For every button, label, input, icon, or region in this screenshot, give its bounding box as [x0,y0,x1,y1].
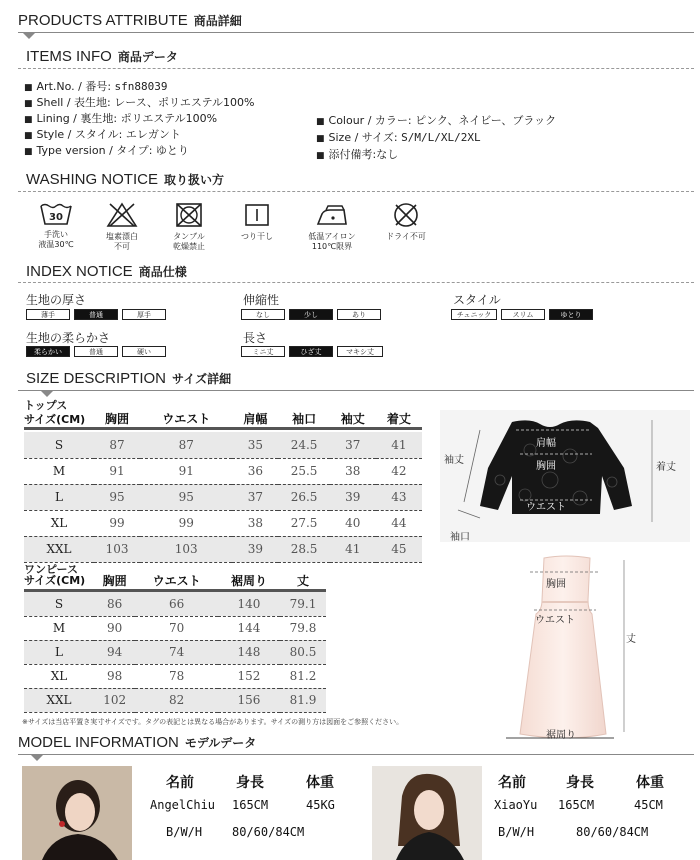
header-notch [22,32,36,39]
wash-item-low-iron [302,202,362,252]
table-row [24,536,422,562]
index-option-selected: ひざ丈 [289,346,333,357]
table-cell: 26.5 [278,484,329,510]
index-label-style: スタイル [453,293,501,307]
info-label: Lining / 裏生地: [36,112,118,125]
index-option: あり [337,309,381,320]
table-cell: XL [24,510,94,536]
wash-item-hand-wash [26,202,86,250]
table-cell: S [24,592,94,616]
dress-diagram [496,552,646,748]
tops-size-table [24,408,422,563]
index-rule [18,282,694,283]
table-cell: 87 [94,432,140,458]
table-row [24,664,326,688]
index-label-length: 長さ [243,331,268,345]
table-cell: 28.5 [278,536,329,562]
model-name: AngelChiu [150,798,216,812]
table-cell: 66 [135,592,218,616]
model-bwh-label: B/W/H [166,825,203,839]
hand-wash-30-icon [39,202,73,226]
table-header-cell: サイズ(CM) [24,412,86,426]
info-value: エレガント [125,128,181,141]
table-cell: 81.9 [280,688,326,712]
table-header-cell: 袖丈 [340,412,365,426]
wash-label: 乾燥禁止 [173,242,205,251]
table-cell: 80.5 [280,640,326,664]
table-cell: 39 [232,536,278,562]
table-header-cell: 肩幅 [243,412,268,426]
table-cell: XXL [24,688,94,712]
table-cell: 95 [94,484,140,510]
table-cell: 25.5 [278,458,329,484]
table-cell: 103 [140,536,232,562]
index-option-selected: 柔らかい [26,346,70,357]
index-option: チュニック [451,309,497,320]
table-cell: 140 [218,592,280,616]
table-cell: 42 [376,458,422,484]
table-cell: 38 [330,458,376,484]
model-bwh: 80/60/84CM [232,825,305,839]
washing-title-en: WASHING NOTICE [26,171,158,188]
table-header-row [24,571,326,589]
index-title-jp: 商品仕様 [138,265,187,279]
info-label: Colour / カラー: [328,114,412,127]
washing-title [26,171,224,188]
table-cell: 43 [376,484,422,510]
page-title [18,12,242,29]
model-header-weight: 体重 [306,775,334,791]
model-photo-xiaoyu [372,766,482,860]
table-header-cell: ウエスト [152,573,201,588]
info-value: レース、ポリエステル100% [114,96,255,109]
table-header-cell: ウエスト [162,412,211,426]
table-cell: 144 [218,616,280,640]
diagram-label-length: 着丈 [656,462,676,473]
table-cell: 74 [135,640,218,664]
table-row [24,688,326,712]
table-cell: 35 [232,432,278,458]
diagram-label-waist: ウエスト [526,502,566,513]
wash-item-hang-dry [227,202,287,242]
table-header-cell: 胸囲 [102,573,127,588]
items-info-title-jp: 商品データ [117,50,178,64]
table-cell: 90 [94,616,135,640]
table-cell: L [24,484,94,510]
table-cell: 79.8 [280,616,326,640]
index-option-selected: ゆとり [549,309,593,320]
table-cell: 94 [94,640,135,664]
info-style: ■ Style / スタイル: エレガント [24,128,181,141]
table-cell: 38 [232,510,278,536]
washing-rule [18,191,694,192]
table-cell: 148 [218,640,280,664]
wash-item-no-tumble [159,202,219,252]
index-option-selected: 普通 [74,309,118,320]
info-label: Size / サイズ: [328,131,398,144]
diagram-label-sleeve: 袖丈 [444,455,464,466]
model-weight: 45CM [634,798,663,812]
table-cell: 41 [376,432,422,458]
table-cell: 44 [376,510,422,536]
wash-temperature-label: 30 [49,212,63,223]
diagram-label-dress-length: 丈 [626,634,636,645]
info-lining: ■ Lining / 裏生地: ポリエステル100% [24,112,218,125]
model-height: 165CM [558,798,595,812]
no-tumble-dry-icon [175,202,203,228]
index-option: ミニ丈 [241,346,285,357]
diagram-label-dress-waist: ウエスト [535,615,575,626]
table-row [24,640,326,664]
wash-label: 塩素漂白 [106,232,138,241]
wash-label: タンブル [173,232,205,241]
table-cell: 91 [140,458,232,484]
info-label: Style / スタイル: [36,128,123,141]
diagram-label-dress-chest: 胸囲 [546,579,566,590]
info-label: Shell / 表生地: [36,96,111,109]
washing-title-jp: 取り扱い方 [163,173,224,187]
model-title-en: MODEL INFORMATION [18,734,179,751]
table-header-row [24,408,422,429]
table-cell: 91 [94,458,140,484]
table-row [24,432,422,458]
table-cell: 24.5 [278,432,329,458]
index-option: スリム [501,309,545,320]
index-label-thickness: 生地の厚さ [26,293,87,307]
table-cell: 86 [94,592,135,616]
table-cell: 98 [94,664,135,688]
items-info-title [26,48,178,65]
table-cell: 103 [94,536,140,562]
items-info-rule [18,68,694,69]
table-cell: 99 [94,510,140,536]
info-value: ピンク、ネイビー、ブラック [415,114,557,127]
table-row [24,592,326,616]
wash-label: 手洗い [44,230,68,239]
table-cell: 78 [135,664,218,688]
header-rule [18,32,694,33]
table-header-cell: 裾周り [230,573,267,588]
info-value: ゆとり [155,144,189,157]
size-rule [18,390,694,391]
size-title [26,370,231,387]
table-cell: 79.1 [280,592,326,616]
index-label-stretch: 伸縮性 [243,293,280,307]
info-value: なし [376,148,399,161]
wash-label: 不可 [114,242,130,251]
model-header-weight: 体重 [636,775,664,791]
index-title [26,263,187,280]
info-value: ポリエステル100% [120,112,218,125]
model-title [18,734,256,751]
no-dry-clean-icon [392,202,420,228]
onepiece-size-table [24,571,326,713]
model-bwh: 80/60/84CM [576,825,649,839]
model-name: XiaoYu [494,798,538,812]
table-header-cell: サイズ(CM) [24,574,86,587]
low-iron-icon [314,202,350,228]
wash-label: 低温アイロン [308,232,356,241]
size-note: ※サイズは当店平置き実寸サイズです。タグの表記とは異なる場合があります。サイズの測り方は図面をご参照ください。 [22,718,404,726]
wash-label: ドライ不可 [386,232,426,241]
table-cell: XL [24,664,94,688]
table-cell: 95 [140,484,232,510]
table-cell: 27.5 [278,510,329,536]
items-info-title-en: ITEMS INFO [26,48,112,65]
table-cell: 40 [330,510,376,536]
size-title-en: SIZE DESCRIPTION [26,370,167,387]
table-cell: M [24,458,94,484]
index-option: 普通 [74,346,118,357]
info-size: ■ Size / サイズ: S/M/L/XL/2XL [316,131,481,144]
model-rule [18,754,694,755]
hang-dry-icon [243,202,271,228]
table-cell: 81.2 [280,664,326,688]
info-type: ■ Type version / タイプ: ゆとり [24,144,189,157]
model-notch [30,754,44,761]
model-header-name: 名前 [498,775,526,791]
info-colour: ■ Colour / カラー: ピンク、ネイビー、ブラック [316,114,557,127]
model-title-jp: モデルデータ [184,736,257,750]
table-cell: 41 [330,536,376,562]
table-cell: 39 [330,484,376,510]
table-cell: 70 [135,616,218,640]
table-cell: L [24,640,94,664]
table-row [24,484,422,510]
table-row [24,458,422,484]
info-value: S/M/L/XL/2XL [401,131,481,144]
model-height: 165CM [232,798,269,812]
model-weight: 45KG [306,798,335,812]
info-shell: ■ Shell / 表生地: レース、ポリエステル100% [24,96,255,109]
table-cell: 102 [94,688,135,712]
table-row [24,616,326,640]
table-cell: 156 [218,688,280,712]
table-cell: 37 [232,484,278,510]
model-header-height: 身長 [566,775,594,791]
table-cell: 152 [218,664,280,688]
table-cell: XXL [24,536,94,562]
index-option: 厚手 [122,309,166,320]
index-label-softness: 生地の柔らかさ [26,331,111,345]
info-value: sfn88039 [114,80,168,93]
page-title-en: PRODUCTS ATTRIBUTE [18,12,188,29]
table-cell: 45 [376,536,422,562]
index-option: 硬い [122,346,166,357]
table-header-cell: 着丈 [386,412,411,426]
wash-item-no-dry-clean [376,202,436,242]
table-cell: 87 [140,432,232,458]
table-cell: 82 [135,688,218,712]
table-header-cell: 袖口 [292,412,317,426]
table-header-cell: 胸囲 [105,412,130,426]
table-row [24,510,422,536]
wash-label: つり干し [241,232,273,241]
index-option: なし [241,309,285,320]
diagram-label-dress-hem: 裾周り [546,730,576,741]
diagram-label-chest: 胸囲 [536,461,556,472]
onepiece-caption: ワンピース [24,563,79,576]
wash-item-no-bleach [92,202,152,252]
model-bwh-label: B/W/H [498,825,535,839]
index-title-en: INDEX NOTICE [26,263,133,280]
info-remarks: ■ 添付備考:なし [316,148,399,161]
table-cell: M [24,616,94,640]
info-label: 添付備考: [328,148,377,161]
index-option: マキシ丈 [337,346,383,357]
diagram-label-cuff: 袖口 [450,532,470,543]
info-art-no: ■ Art.No. / 番号: sfn88039 [24,80,168,93]
size-notch [40,390,54,397]
model-header-name: 名前 [166,775,194,791]
info-label: Art.No. / 番号: [36,80,112,93]
page-title-jp: 商品詳細 [193,14,242,28]
index-option-selected: 少し [289,309,333,320]
wash-label: 液温30℃ [38,240,74,249]
table-cell: 36 [232,458,278,484]
index-option: 薄手 [26,309,70,320]
model-photo-angelchiu [22,766,132,860]
table-header-cell: 丈 [296,573,309,588]
wash-label: 110℃限界 [311,242,353,251]
table-cell: 37 [330,432,376,458]
table-cell: S [24,432,94,458]
diagram-label-shoulder: 肩幅 [536,438,556,449]
tops-caption: トップス [24,399,68,412]
table-cell: 99 [140,510,232,536]
size-title-jp: サイズ詳細 [172,372,232,386]
no-bleach-icon [106,202,138,228]
model-header-height: 身長 [236,775,264,791]
lace-top-diagram [440,410,690,542]
info-label: Type version / タイプ: [36,144,153,157]
